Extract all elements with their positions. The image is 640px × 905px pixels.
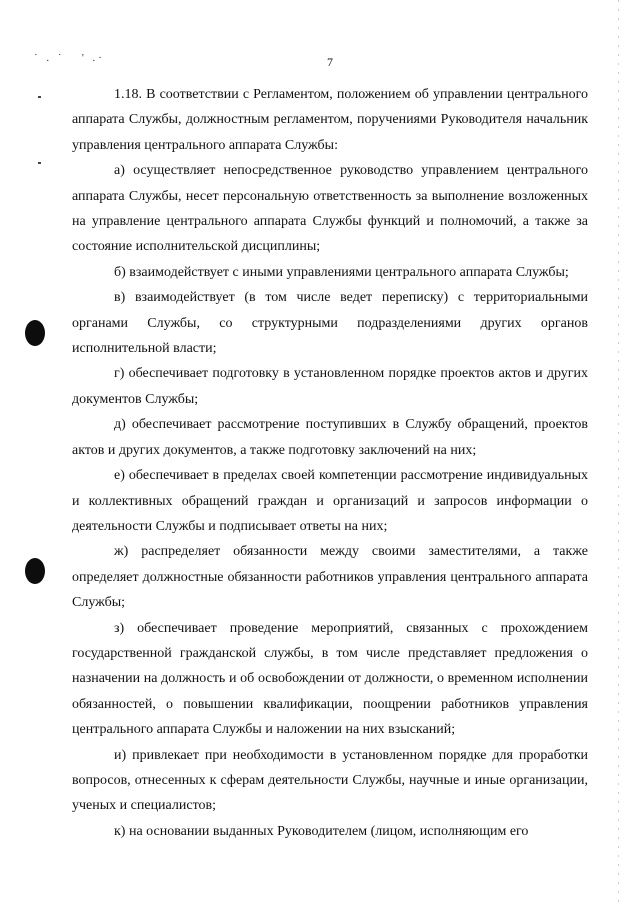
paragraph-b: б) взаимодействует с иными управлениями центрального аппарата Службы;	[114, 264, 569, 280]
scan-mark	[38, 96, 41, 98]
binder-hole	[25, 320, 45, 346]
paragraph-d: д) обеспечивает рассмотрение поступивших в Службу обращений, проектов актов и других документов, а также подготовку заключений на них;	[72, 417, 588, 458]
paragraph-v: в) взаимодействует (в том числе ведет переписку) с территориальными органами Службы, со структурными подразделениями других органов исполнительной власти;	[72, 290, 588, 357]
paragraph-z: з) обеспечивает проведение мероприятий, связанных с прохождением государственной гражданской службы, в том числе представляет предложения о назначении на должность и об освобождении от должности, о временном исполнении обязанностей, о повышении квалификации, поощрении работников управления центрального аппарата Службы и наложении на них взысканий;	[72, 620, 588, 738]
paragraph-k: к) на основании выданных Руководителем (лицом, исполняющим его	[114, 823, 529, 839]
scan-edge-line	[618, 0, 619, 905]
paragraph-zh: ж) распределяет обязанности между своими заместителями, а также определяет должностные обязанности работников управления центрального аппарата Службы;	[72, 544, 588, 611]
document-body	[72, 82, 588, 844]
paragraph-i: и) привлекает при необходимости в установленном порядке для проработки вопросов, отнесенных к сферам деятельности Службы, научные и иные организации, ученых и специалистов;	[72, 747, 588, 814]
paragraph-g: г) обеспечивает подготовку в установленном порядке проектов актов и других документов Службы;	[72, 366, 588, 407]
paragraph-1-18: 1.18. В соответствии с Регламентом, положением об управлении центрального аппарата Службы, должностным регламентом, поручениями Руководителя начальник управления центрального аппарата Службы:	[72, 87, 588, 153]
binder-hole	[25, 558, 45, 584]
page-number: 7	[327, 55, 333, 69]
scan-mark	[38, 162, 41, 164]
scan-specks: ˙ . ˙ ' .·	[34, 52, 105, 64]
paragraph-a: а) осуществляет непосредственное руководство управлением центрального аппарата Службы, несет персональную ответственность за выполнение возложенных на управление центрального аппарата Службы функций и полномочий, а также за состояние исполнительской дисциплины;	[72, 163, 588, 255]
paragraph-e: е) обеспечивает в пределах своей компетенции рассмотрение индивидуальных и коллективных обращений граждан и организаций и запросов информации о деятельности Службы и подписывает ответы на них;	[72, 468, 588, 534]
